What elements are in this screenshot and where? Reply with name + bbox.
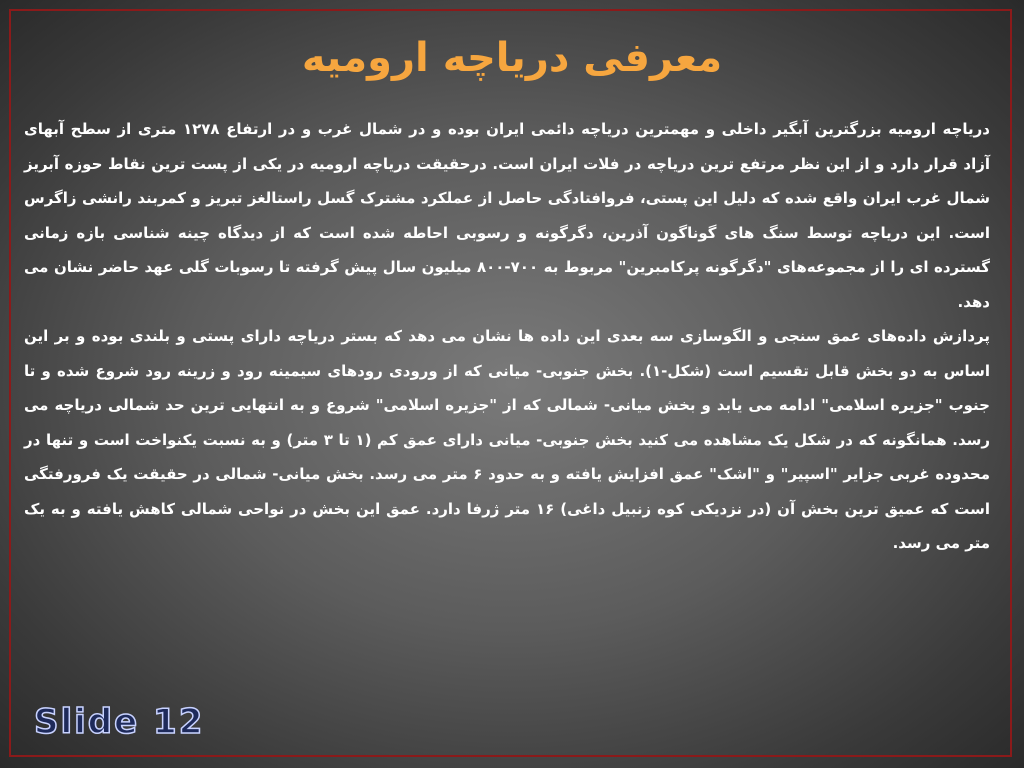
slide-number-label: Slide 12 [34,702,205,742]
paragraph-introduction: دریاچه ارومیه بزرگترین آبگیر داخلی و مهمترین دریاچه دائمی ایران بوده و در شمال غرب و در ارتفاع ۱۲۷۸ متری از سطح آبهای آزاد قرار دارد و از این نظر مرتفع ترین دریاچه در فلات ایران است. درحقیقت دریاچه ارومیه در یکی از پست ترین نقاط حوزه آبریز شمال غرب ایران واقع شده که دلیل این پستی، فروافتادگی حاصل از عملکرد مشترک گسل راستالغز تبریز و کمربند رانشی زاگرس است. این دریاچه توسط سنگ های گوناگون آذرین، دگرگونه و رسوبی احاطه شده است که از دیدگاه چینه شناسی بازه زمانی گسترده ای را از مجموعه‌های "دگرگونه پرکامبرین" مربوط به ۷۰۰-۸۰۰ میلیون سال پیش گرفته تا رسوبات گلی عهد حاضر نشان می دهد. [24,120,990,311]
slide-body-text [24,112,990,561]
slide-title: معرفی دریاچه ارومیه [301,35,723,81]
paragraph-bathymetry: پردازش داده‌های عمق سنجی و الگوسازی سه بعدی این داده ها نشان می دهد که بستر دریاچه دارای پستی و بلندی بوده و بر این اساس به دو بخش قابل تقسیم است (شکل-۱). بخش جنوبی- میانی که از ورودی رودهای سیمینه رود و زرینه رود شروع شده و تا جنوب "جزیره اسلامی" ادامه می یابد و بخش میانی- شمالی که از "جزیره اسلامی" شروع و به انتهایی ترین حد شمالی دریاچه می رسد. همانگونه که در شکل یک مشاهده می کنید بخش جنوبی- میانی دارای عمق کم (۱ تا ۳ متر) و به نسبت یکنواخت است و تنها در محدوده غربی جزایر "اسپیر" و "اشک" عمق افزایش یافته و به حدود ۶ متر می رسد. بخش میانی- شمالی در حقیقت یک فرورفتگی است که عمیق ترین بخش آن (در نزدیکی کوه زنبیل داغی) ۱۶ متر ژرفا دارد. عمق این بخش در نواحی شمالی کاهش یافته و به یک متر می رسد. [24,327,991,552]
